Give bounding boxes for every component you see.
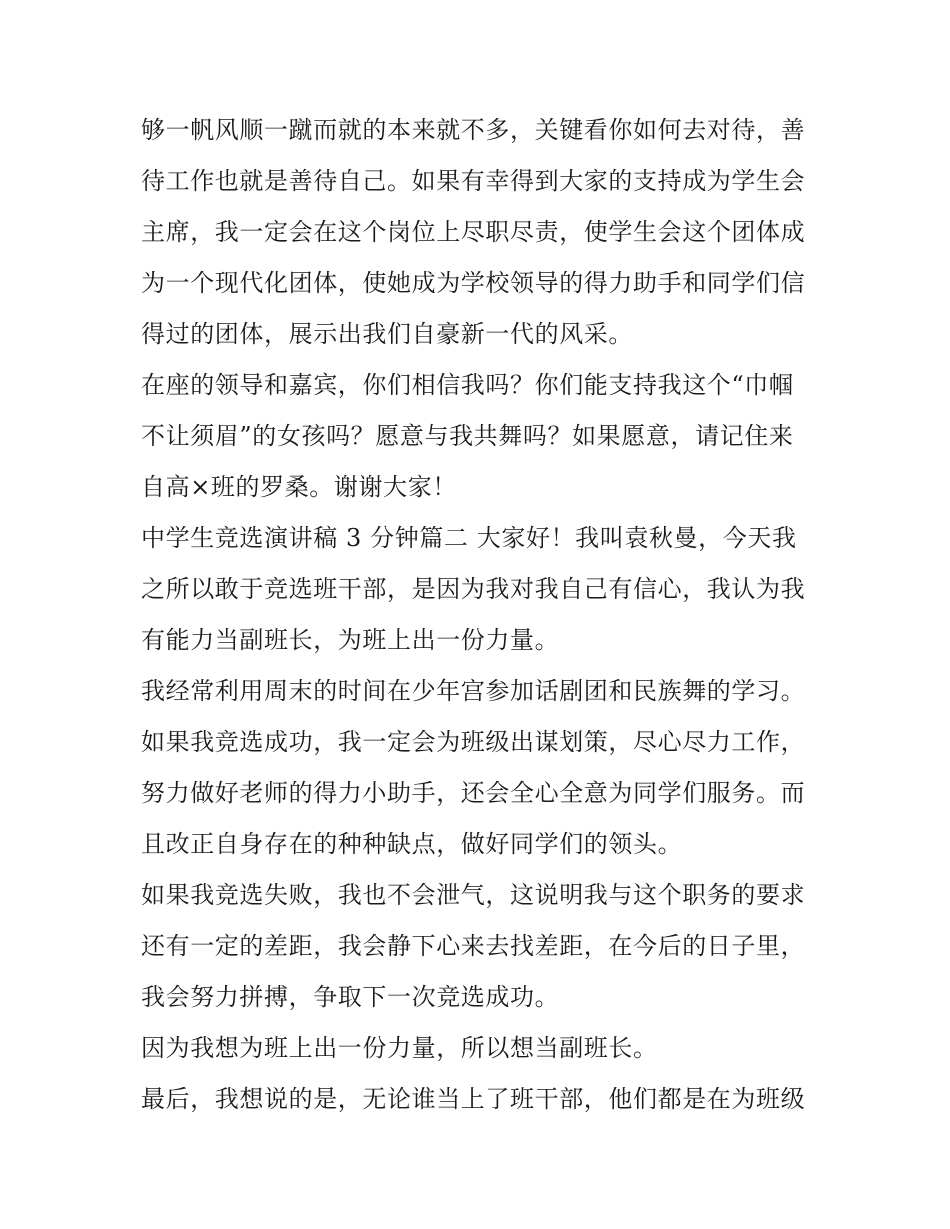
text-line: 之所以敢于竞选班干部，是因为我对我自己有信心，我认为我 [141, 575, 806, 603]
text-line: 在座的领导和嘉宾，你们相信我吗？你们能支持我这个“巾帼 [141, 371, 794, 399]
text-line: 自高×班的罗桑。谢谢大家！ [141, 473, 457, 501]
text-line: 有能力当副班长，为班上出一份力量。 [141, 626, 560, 654]
text-line: 我经常利用周末的时间在少年宫参加话剧团和民族舞的学习。 [141, 677, 806, 705]
text-line: 待工作也就是善待自己。如果有幸得到大家的支持成为学生会 [141, 167, 806, 195]
text-line: 因为我想为班上出一份力量，所以想当副班长。 [141, 1034, 658, 1062]
text-line: 够一帆风顺一蹴而就的本来就不多，关键看你如何去对待，善 [141, 116, 806, 144]
text-line: 努力做好老师的得力小助手，还会全心全意为同学们服务。而 [141, 779, 806, 807]
text-line: 中学生竞选演讲稿 3 分钟篇二 大家好！我叫袁秋曼，今天我 [141, 524, 797, 552]
text-line: 主席，我一定会在这个岗位上尽职尽责，使学生会这个团体成 [141, 218, 806, 246]
text-line: 最后，我想说的是，无论谁当上了班干部，他们都是在为班级 [141, 1085, 806, 1113]
text-line: 得过的团体，展示出我们自豪新一代的风采。 [141, 320, 633, 348]
text-line: 还有一定的差距，我会静下心来去找差距，在今后的日子里， [141, 932, 806, 960]
document-body [141, 105, 821, 1125]
text-line: 不让须眉”的女孩吗？愿意与我共舞吗？如果愿意，请记住来 [141, 422, 794, 450]
text-line: 如果我竞选失败，我也不会泄气，这说明我与这个职务的要求 [141, 881, 806, 909]
text-line: 我会努力拼搏，争取下一次竞选成功。 [141, 983, 560, 1011]
text-line: 如果我竞选成功，我一定会为班级出谋划策，尽心尽力工作， [141, 728, 806, 756]
text-line: 且改正自身存在的种种缺点，做好同学们的领头。 [141, 830, 683, 858]
text-line: 为一个现代化团体，使她成为学校领导的得力助手和同学们信 [141, 269, 806, 297]
